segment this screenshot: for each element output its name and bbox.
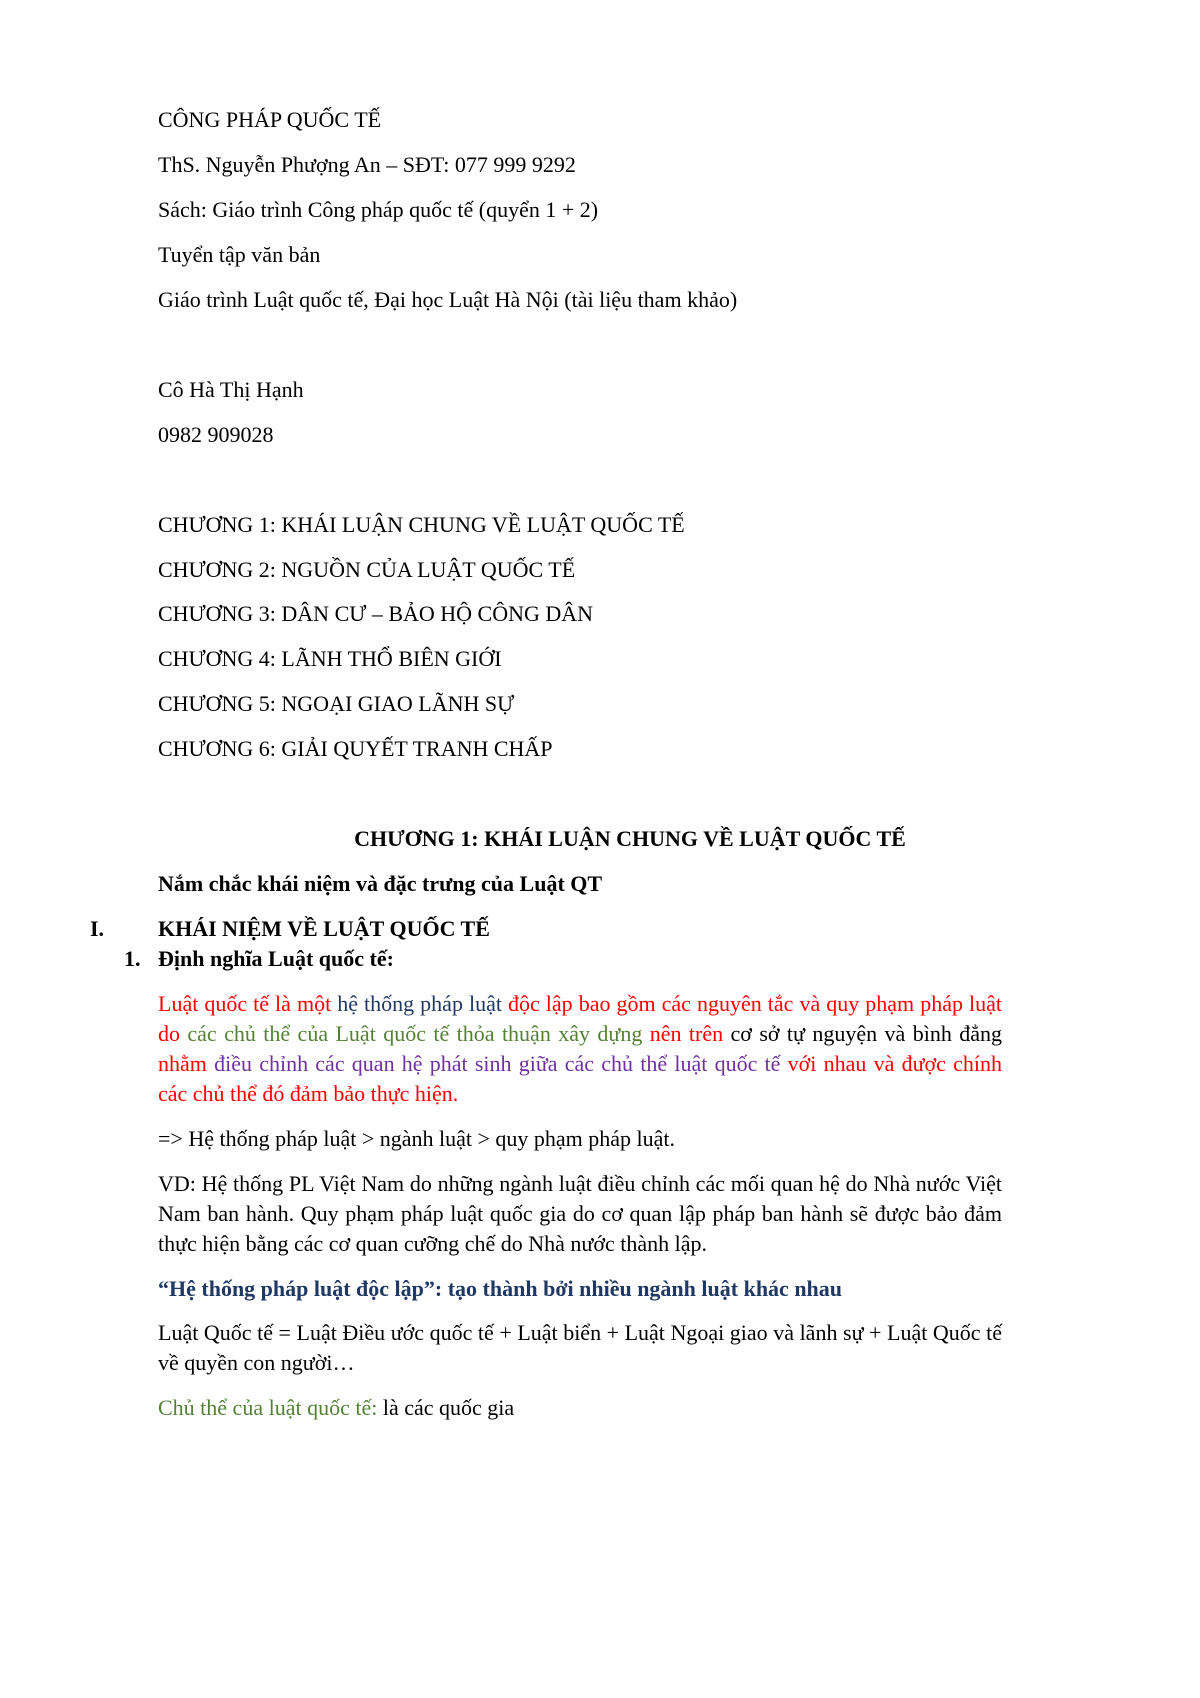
def-seg: cơ sở tự nguyện và bình đẳng bbox=[730, 1021, 1002, 1046]
example-paragraph: VD: Hệ thống PL Việt Nam do những ngành luật điều chỉnh các mối quan hệ do Nhà nước Việt Nam ban hành. Quy phạm pháp luật quốc gia do cơ quan lập pháp ban hành sẽ được bảo đảm thực hiện bằng các cơ quan cưỡng chế do Nhà nước thành lập. bbox=[158, 1171, 1002, 1256]
chapter-item: CHƯƠNG 4: LÃNH THỔ BIÊN GIỚI bbox=[158, 646, 502, 671]
chapter-heading: CHƯƠNG 1: KHÁI LUẬN CHUNG VỀ LUẬT QUỐC TẾ bbox=[354, 826, 906, 851]
collection-line: Tuyển tập văn bản bbox=[158, 242, 321, 267]
chapter-item: CHƯƠNG 6: GIẢI QUYẾT TRANH CHẤP bbox=[158, 736, 553, 761]
subject-label: Chủ thể của luật quốc tế: bbox=[158, 1395, 378, 1420]
doc-title: CÔNG PHÁP QUỐC TẾ bbox=[158, 107, 382, 132]
def-seg: hệ thống pháp luật bbox=[337, 991, 508, 1016]
def-seg: nhằm bbox=[158, 1051, 215, 1076]
def-seg: các chủ thể của Luật quốc tế thỏa thuận xây dựng bbox=[187, 1021, 650, 1046]
reference-line: Giáo trình Luật quốc tế, Đại học Luật Hà Nội (tài liệu tham khảo) bbox=[158, 287, 738, 312]
chapter-item: CHƯƠNG 2: NGUỒN CỦA LUẬT QUỐC TẾ bbox=[158, 557, 576, 582]
def-seg: điều chỉnh các quan hệ phát sinh giữa các chủ thể luật quốc tế bbox=[214, 1051, 788, 1076]
definition-paragraph bbox=[158, 989, 1002, 1109]
lecturer-line: ThS. Nguyễn Phượng An – SĐT: 077 999 9292 bbox=[158, 152, 576, 177]
list-number: 1. bbox=[124, 946, 141, 971]
chapter-goal: Nắm chắc khái niệm và đặc trưng của Luật QT bbox=[158, 871, 603, 896]
subject-line bbox=[158, 1395, 514, 1421]
chapter-item: CHƯƠNG 1: KHÁI LUẬN CHUNG VỀ LUẬT QUỐC TẾ bbox=[158, 512, 685, 537]
subsection-heading: Định nghĩa Luật quốc tế: bbox=[158, 946, 394, 971]
phone-line: 0982 909028 bbox=[158, 422, 274, 447]
teacher-line: Cô Hà Thị Hạnh bbox=[158, 377, 304, 402]
def-seg: với nhau và được chính các chủ thể đó đảm bảo thực hiện. bbox=[158, 1051, 1002, 1106]
def-seg: độc lập bao gồm các nguyên tắc và quy phạm pháp luật do bbox=[158, 991, 1002, 1046]
section-heading: KHÁI NIỆM VỀ LUẬT QUỐC TẾ bbox=[158, 916, 490, 941]
book-line: Sách: Giáo trình Công pháp quốc tế (quyển 1 + 2) bbox=[158, 197, 599, 222]
chapter-item: CHƯƠNG 3: DÂN CƯ – BẢO HỘ CÔNG DÂN bbox=[158, 601, 594, 626]
subject-value: là các quốc gia bbox=[377, 1395, 515, 1420]
independent-system-note: “Hệ thống pháp luật độc lập”: tạo thành bởi nhiều ngành luật khác nhau bbox=[158, 1276, 843, 1301]
def-seg: Luật quốc tế là một bbox=[158, 991, 338, 1016]
hierarchy-line: => Hệ thống pháp luật > ngành luật > quy phạm pháp luật. bbox=[158, 1126, 676, 1151]
composition-paragraph: Luật Quốc tế = Luật Điều ước quốc tế + Luật biển + Luật Ngoại giao và lãnh sự + Luật Quốc tế về quyền con người… bbox=[158, 1320, 1002, 1375]
roman-numeral: I. bbox=[90, 916, 105, 941]
chapter-item: CHƯƠNG 5: NGOẠI GIAO LÃNH SỰ bbox=[158, 691, 515, 716]
def-seg: nên trên bbox=[649, 1021, 731, 1046]
